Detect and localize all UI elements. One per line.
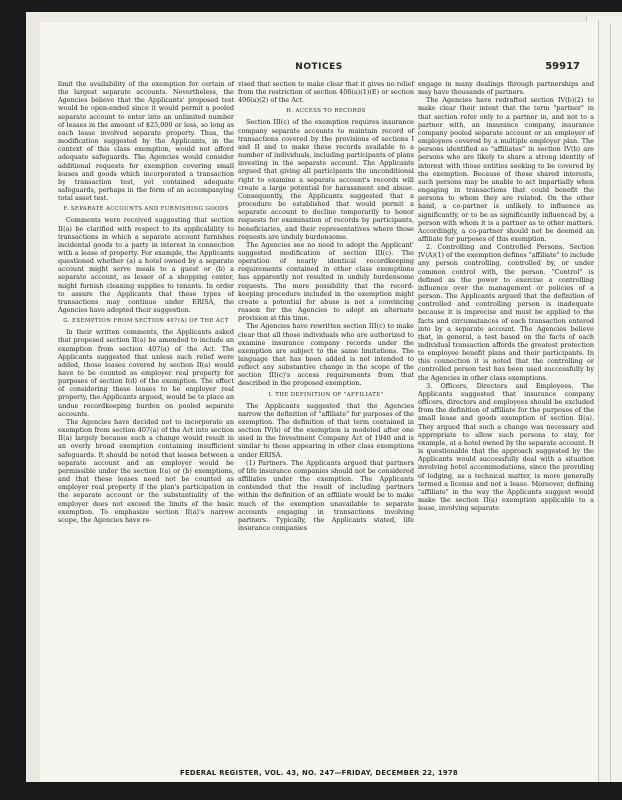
page-footer: FEDERAL REGISTER, VOL. 43, NO. 247—FRIDAY, DECEMBER 22, 1978 bbox=[180, 769, 458, 777]
page-stack-edge bbox=[610, 24, 622, 782]
paragraph: The Agencies have rewritten section III(c) to make clear that all those individuals who are authorized to examine insurance company records under the exemption are subject to the same limitations. The language that has been added is not intended to reflect any substantive change in the scope of the section III(c)'s access requirements from that described in the proposed exemption. bbox=[238, 322, 414, 388]
paragraph: 3. Officers, Directors and Employees. The Applicants suggested that insurance company officers, directors and employees should be excluded from the definition of affiliate for the purposes of the small lease and goods exemption of section II(a). They argued that such a change was necessary and appropriate to allow such persons to stay, for example, at a hotel owned by the separate account. It is questionable that the approach suggested by the Applicants would successfully deal with a situation involving hotel accommodations, since the providing of lodging, as a technical matter, is more generally termed a license and not a lease. Moreover, defining "affiliate" in the way the Applicants suggest would make the section II(a) exemption applicable to a lease, involving separate bbox=[418, 381, 594, 513]
paragraph: Comments were received suggesting that section II(a) be clarified with respect to its applicability to transactions in which a separate account furnishes incidental goods to a party in interest in connection with a lease of property. For example, the Applicants questioned whether (a) a hotel owned by a separate account might serve meals to a guest or (b) a separate account, as lessor of a shopping center, might furnish cleaning supplies to tenants. In order to assure the Applicants that these types of transactions may continue under ERISA, the Agencies have adopted their suggestion. bbox=[58, 216, 234, 315]
paragraph: In their written comments, the Applicants asked that proposed section II(a) be amended to include an exemption from section 407(a) of the Act. The Applicants suggested that unless such relief were added, those leases covered by section II(a) would have to be counted as employer real property for purposes of section I(d) of the exemption. The effect of considering these leases to be employer real property, the Applicants argued, would be to place an undue recordkeeping burden on pooled separate accounts. bbox=[58, 328, 234, 418]
text-column-2 bbox=[238, 80, 414, 532]
paragraph: (1) Partners. The Applicants argued that partners of life insurance companies should not be considered affiliates under the exemption. The Applicants contended that the result of including partners within the definition of an affiliate would be to make much of the exemption unavailable to separate accounts engaging in transactions involving partners. Typically, the Applicants stated, life insurance companies bbox=[238, 458, 414, 532]
paragraph: vised that section to make clear that it gives no relief from the restriction of section 406(a)(1)(E) or section 406(a)(2) of the Act. bbox=[238, 80, 414, 105]
paragraph: The Agencies see no need to adopt the Applicant' suggested modification of section III(c). The operation of nearly identical recordkeeping requirements contained in other class exemptions has apparently not resulted in unduly burdensome requests. The mere possibility that the record-keeping procedure included in the exemption might create a potential for abuse is not a convincing reason for the Agencies to adopt an alternate provision at this time. bbox=[238, 240, 414, 323]
page-number: 59917 bbox=[545, 61, 580, 72]
section-heading: H. ACCESS TO RECORDS bbox=[286, 108, 366, 115]
paragraph: limit the availability of the exemption for certain of the largest separate accounts. Nevertheless, the Agencies believe that the Applicants' proposed test would be open-ended since it would permit a pooled separate account to enter into an unlimited number of leases in the amount of $25,000 or less, so long as each lease involved separate property. Thus, the modification suggested by the Applicants, in the context of this class exemption, would not afford adequate safeguards. The Agencies would consider additional requests for exemption covering small leases and goods which incorporated a transaction by transaction test, yet contained adequate safeguards, perhaps in the form of an accompanying total asset test. bbox=[58, 80, 234, 203]
paragraph: The Agencies have redrafted section IV(b)(2) to make clear their intent that the term "partner" in that section refer only to a partner in, and not to a partner with, an insurance company, insurance company pooled separate account or an employer of employees covered by a multiple employer plan. The persons identified as "affiliates" in section IV(b) are persons who are likely to share a strong identity of interest with those entities seeking to be covered by the exemption. Because of these shared interests, such persons may be unable to act impartially when engaging in transactions that could benefit the persons to whom they are related. On the other hand, a co-partner is unlikely to influence as significantly, or to be as significantly influenced by, a person with whom it is a partner as to other matters. Accordingly, a co-partner should not be deemed an affiliate for purposes of this exemption. bbox=[418, 96, 594, 243]
page-title: NOTICES bbox=[295, 62, 343, 72]
page-header bbox=[40, 62, 598, 76]
paragraph: The Applicants suggested that the Agencies narrow the definition of "affiliate" for purposes of the exemption. The definition of that term contained in section IV(b) of the exemption is modeled after one used in the Investment Company Act of 1940 and is similar to those appearing in other class exemptions under ERISA. bbox=[238, 401, 414, 459]
section-heading: I. THE DEFINITION OF "AFFILIATE" bbox=[268, 391, 384, 398]
text-column-1 bbox=[58, 80, 234, 524]
text-column-3 bbox=[418, 80, 594, 512]
section-heading: G. EXEMPTION FROM SECTION 407(A) OF THE ACT bbox=[63, 318, 229, 325]
document-page bbox=[40, 22, 598, 782]
paragraph: engage in many dealings through partnerships and may have thousands of partners. bbox=[418, 80, 594, 97]
paragraph: 2. Controlling and Controlled Persons. Section IV(A)(1) of the exemption defines "affiliate" to include any person controlling, controlled by, or under common control with, the person. "Control" is defined as the power to exercise a controlling influence over the management or policies of a person. The Applicants argued that the definition of controlled and controlling person is inadequate because it is imprecise and must be applied to the facts and circumstances of each transaction entered into by a separate account. The Agencies believe that, in general, a test based on the facts of each individual transaction affords the greatest protection to employee benefit plans and their participants. In this connection it is noted that the controlling or controlled person test has been used successfully by the Agencies in other class exemptions. bbox=[418, 243, 594, 382]
paragraph: Section III(c) of the exemption requires insurance company separate accounts to maintain record of transactions covered by the provisions of sections I and II and to make these records available to a number of individuals, including participants of plans investing in the separate account. The Applicants argued that giving all participants the unconditional right to examine a separate account's records will create a large potential for harassment and abuse. Consequently, the Applicants suggested that a procedure be established that would permit a separate account to decline temporarily to honor requests for examination of records by participants, beneficiaries, and their representatives where those requests are unduly burdensome. bbox=[238, 118, 414, 241]
paragraph: The Agencies have decided not to incorporate an exemption from section 407(a) of the Act into section II(a) largely because such a change would result in an overly broad exemption containing insufficient safeguards. It should be noted that leases between a separate account and an employer would be permissible under the section I(a) or (b) exemptions, and that these leases need not be counted as employer real property if the plan's participation in the separate account or the substantiality of the employer does not exceed the limits of the basic exemption. To emphasize section II(a)'s narrow scope, the Agencies have re- bbox=[58, 417, 234, 524]
section-heading: F. SEPARATE ACCOUNTS AND FURNISHING GOODS bbox=[63, 206, 229, 213]
